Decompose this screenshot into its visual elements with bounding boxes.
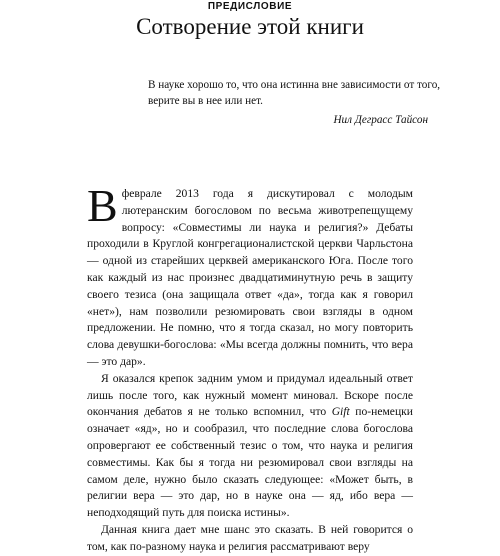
chapter-title: Сотворение этой книги (136, 14, 364, 39)
body-text (87, 180, 413, 556)
italic-word: Gift (331, 405, 350, 419)
epigraph-author: Нил Деграсс Тайсон (333, 114, 428, 126)
paragraph-2 (87, 371, 413, 522)
drop-cap: В (87, 180, 118, 231)
epigraph (148, 77, 448, 128)
paragraph-3: Данная книга дает мне шанс это сказать. В ней говорится о том, как по-разному наука и религия рассматривают веру (87, 522, 413, 553)
paragraph-1 (87, 180, 413, 371)
paragraph-1-text: феврале 2013 года я дискутировал с молодым лютеранским богословом по весьма животрепещущему вопросу: «Совместимы ли наука и религия?» Дебаты проходили в Круглой конгрегационалистской церкви Чарльстона — одной из старейших церквей американского Юга. После того как каждый из нас произнес двадцатиминутную речь в защиту своего тезиса (она защищала ответ «да», тогда как я говорил «нет»), нам позволили резюмировать свои взгляды в одном предложении. Не помню, что я тогда сказал, но могу повторить слова девушки-богослова: «Мы всегда должны помнить, что вера — это дар». (87, 187, 413, 368)
epigraph-quote: В науке хорошо то, что она истинна вне зависимости от того, верите вы в нее или нет. (148, 79, 441, 107)
paragraph-2-text-start: Я оказался крепок задним умом и придумал идеальный ответ лишь после того, как нужный момент миновал. Вскоре после окончания дебатов я не только вспомнил, что (87, 371, 413, 419)
section-label: ПРЕДИСЛОВИЕ (207, 1, 293, 12)
paragraph-2-text-end: по-немецки означает «яд», но и сообразил, что последние слова богослова опровергают ее собственный тезис о том, что наука и религия совместимы. Как бы я тогда ни резюмировал свои взгляды на самом деле, нужно было сказать следующее: «Может быть, в религии вера — это дар, но в науке она — яд, ибо вера — неподходящий путь для поиска истины». (87, 405, 413, 520)
